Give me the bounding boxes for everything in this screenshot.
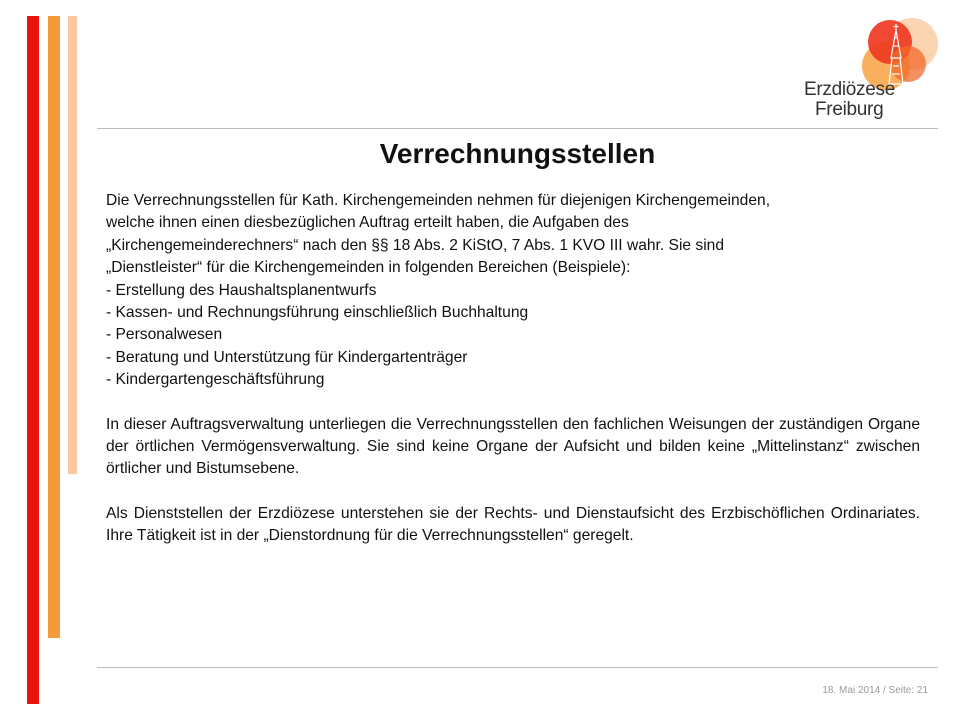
list-item: - Kassen- und Rechnungsführung einschließlich Buchhaltung — [106, 304, 529, 322]
logo-line-1: Erzdiözese — [804, 79, 895, 100]
footer-date-page: 18. Mai 2014 / Seite: 21 — [822, 685, 928, 696]
logo-wordmark — [802, 80, 942, 120]
logo-line-2: Freiburg — [815, 99, 884, 120]
intro-line: welche ihnen einen diesbezüglichen Auftrag erteilt haben, die Aufgaben des — [106, 214, 629, 232]
intro-line: „Kirchengemeinderechners“ nach den §§ 18 Abs. 2 KiStO, 7 Abs. 1 KVO III wahr. Sie sind — [106, 236, 725, 254]
list-item: - Personalwesen — [106, 326, 223, 344]
slide-title: Verrechnungsstellen — [379, 138, 656, 169]
peach-stripe — [68, 16, 77, 474]
footer-divider — [97, 667, 938, 668]
list-item: - Kindergartengeschäftsführung — [106, 371, 325, 389]
list-item: - Beratung und Unterstützung für Kindergartenträger — [106, 348, 468, 366]
intro-paragraph — [106, 190, 920, 280]
slide-content — [106, 190, 920, 548]
task-list — [106, 280, 920, 392]
red-stripe — [27, 16, 39, 704]
list-item: - Erstellung des Haushaltsplanentwurfs — [106, 281, 377, 299]
header-divider — [97, 128, 938, 129]
intro-line: „Dienstleister“ für die Kirchengemeinden in folgenden Bereichen (Beispiele): — [106, 259, 631, 277]
supervision-paragraph: In dieser Auftragsverwaltung unterliegen die Verrechnungsstellen den fachlichen Weisungen der zuständigen Organe der örtlichen Vermögensverwaltung. Sie sind keine Organe der Aufsicht und bilden keine „Mittelinstanz“ zwischen örtlicher und Bistumsebene. — [106, 415, 920, 478]
intro-line: Die Verrechnungsstellen für Kath. Kirchengemeinden nehmen für diejenigen Kirchengemeinden, — [106, 192, 771, 209]
authority-paragraph: Als Dienststellen der Erzdiözese unterstehen sie der Rechts- und Dienstaufsicht des Erzbischöflichen Ordinariates. Ihre Tätigkeit ist in der „Dienstordnung für die Verrechnungsstellen“ geregelt. — [106, 504, 920, 545]
orange-stripe — [48, 16, 60, 638]
